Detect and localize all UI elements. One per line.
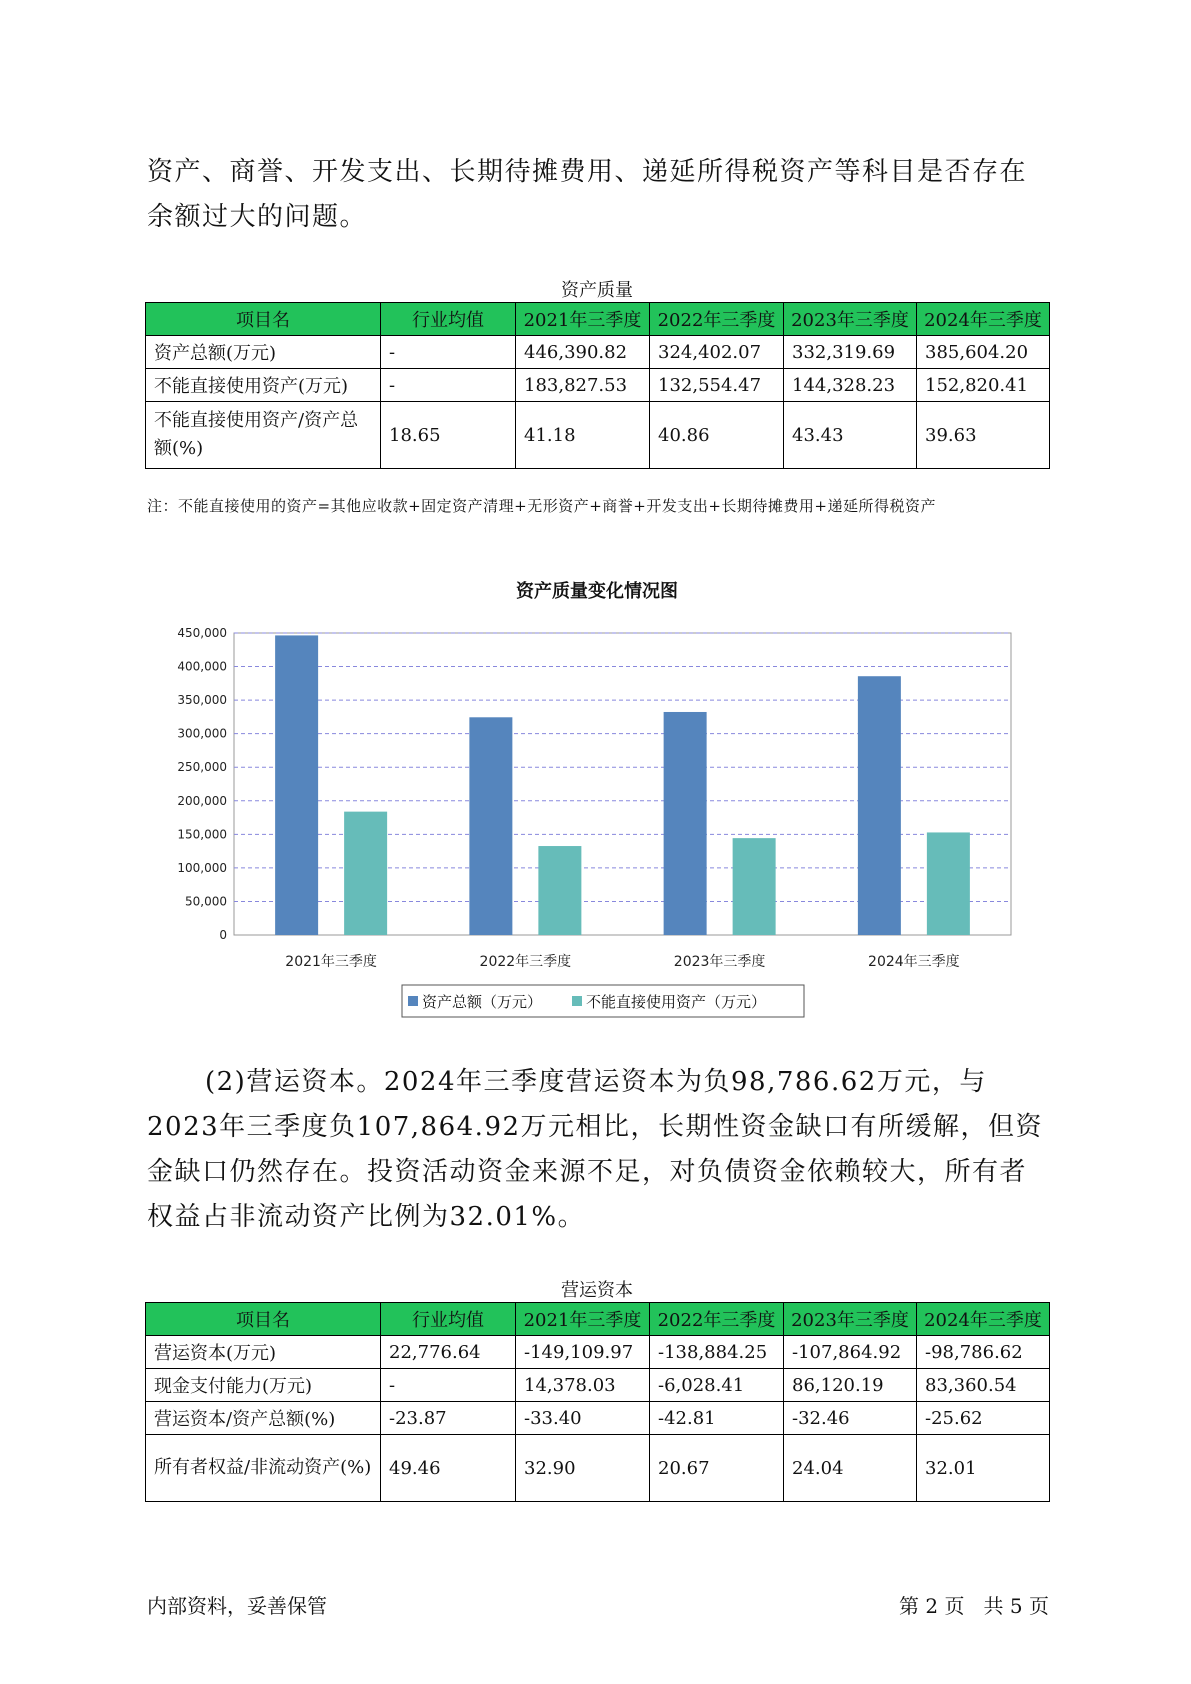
table-cell: 18.65 [381, 402, 516, 469]
table-cell: 营运资本(万元) [146, 1336, 381, 1369]
table-cell: 所有者权益/非流动资产(%) [146, 1435, 381, 1502]
table-cell: 现金支付能力(万元) [146, 1369, 381, 1402]
table-cell: 营运资本/资产总额(%) [146, 1402, 381, 1435]
table-cell: -33.40 [516, 1402, 650, 1435]
bar-unusable-assets [344, 812, 387, 935]
table-cell: -138,884.25 [650, 1336, 784, 1369]
table-cell: 86,120.19 [784, 1369, 917, 1402]
table-cell: 83,360.54 [917, 1369, 1050, 1402]
y-tick-label: 350,000 [177, 693, 227, 708]
table-header-row [146, 1303, 1050, 1336]
table1-note: 注：不能直接使用的资产=其他应收款+固定资产清理+无形资产+商誉+开发支出+长期待摊费用+递延所得税资产 [147, 497, 936, 515]
working-capital-paragraph: (2)营运资本。2024年三季度营运资本为负98,786.62万元，与2023年三季度负107,864.92万元相比，长期性资金缺口有所缓解，但资金缺口仍然存在。投资活动资金来源不足，对负债资金依赖较大，所有者权益占非流动资产比例为32.01%。 [147, 1067, 1044, 1232]
header-cell: 2024年三季度 [917, 1303, 1050, 1336]
table-cell: 324,402.07 [650, 336, 784, 369]
header-cell: 2022年三季度 [650, 1303, 784, 1336]
table-cell: -23.87 [381, 1402, 516, 1435]
asset-quality-table [145, 302, 1050, 469]
bar-total-assets [275, 635, 318, 935]
bar-unusable-assets [733, 838, 776, 935]
legend-swatch [572, 996, 582, 1006]
table-cell: 41.18 [516, 402, 650, 469]
y-tick-label: 250,000 [177, 760, 227, 775]
table-header-row [146, 303, 1050, 336]
table-cell: 183,827.53 [516, 369, 650, 402]
table-row [146, 369, 1050, 402]
table-cell: 49.46 [381, 1435, 516, 1502]
header-cell: 2021年三季度 [516, 1303, 650, 1336]
y-tick-label: 100,000 [177, 860, 227, 875]
table-cell: -6,028.41 [650, 1369, 784, 1402]
header-cell: 行业均值 [381, 1303, 516, 1336]
y-tick-label: 150,000 [177, 827, 227, 842]
table-cell: -42.81 [650, 1402, 784, 1435]
table-row [146, 1402, 1050, 1435]
table-cell: -107,864.92 [784, 1336, 917, 1369]
table-cell: 385,604.20 [917, 336, 1050, 369]
table-cell: 152,820.41 [917, 369, 1050, 402]
y-tick-label: 200,000 [177, 793, 227, 808]
table-cell: 43.43 [784, 402, 917, 469]
header-cell: 项目名 [146, 303, 381, 336]
table-cell: - [381, 1369, 516, 1402]
working-capital-table [145, 1302, 1050, 1502]
bar-unusable-assets [538, 846, 581, 935]
table1-caption: 资产质量 [561, 280, 633, 301]
asset-quality-bar-chart [140, 600, 1020, 1020]
footer-confidential: 内部资料，妥善保管 [147, 1594, 327, 1618]
table2-caption: 营运资本 [561, 1280, 633, 1301]
x-tick-label: 2021年三季度 [285, 954, 377, 970]
table-row [146, 1435, 1050, 1502]
footer-page-number: 第 2 页 共 5 页 [899, 1594, 1049, 1618]
table-cell: - [381, 369, 516, 402]
table-cell: 32.01 [917, 1435, 1050, 1502]
x-tick-label: 2023年三季度 [673, 954, 766, 970]
table-cell: 20.67 [650, 1435, 784, 1502]
y-tick-label: 0 [219, 928, 227, 942]
table-cell: 332,319.69 [784, 336, 917, 369]
header-cell: 2023年三季度 [784, 1303, 917, 1336]
table-cell: 39.63 [917, 402, 1050, 469]
chart-title: 资产质量变化情况图 [516, 581, 678, 602]
table-cell: 32.90 [516, 1435, 650, 1502]
table-cell: 132,554.47 [650, 369, 784, 402]
table-cell: -98,786.62 [917, 1336, 1050, 1369]
table-cell: 14,378.03 [516, 1369, 650, 1402]
table-row [146, 1336, 1050, 1369]
table-cell: -32.46 [784, 1402, 917, 1435]
legend-label: 不能直接使用资产（万元） [586, 993, 767, 1011]
bar-total-assets [858, 676, 901, 935]
bar-total-assets [664, 712, 707, 935]
header-cell: 2021年三季度 [516, 303, 650, 336]
table-cell: -149,109.97 [516, 1336, 650, 1369]
header-cell: 2024年三季度 [917, 303, 1050, 336]
table-cell: 40.86 [650, 402, 784, 469]
table-cell: 144,328.23 [784, 369, 917, 402]
y-tick-label: 450,000 [177, 626, 227, 640]
legend-label: 资产总额（万元） [422, 993, 543, 1011]
header-cell: 2023年三季度 [784, 303, 917, 336]
table-cell: 446,390.82 [516, 336, 650, 369]
table-cell: - [381, 336, 516, 369]
table-row [146, 402, 1050, 469]
bar-unusable-assets [927, 832, 970, 935]
table-cell: 不能直接使用资产(万元) [146, 369, 381, 402]
table-cell: -25.62 [917, 1402, 1050, 1435]
header-cell: 项目名 [146, 1303, 381, 1336]
y-tick-label: 300,000 [177, 726, 227, 741]
header-cell: 2022年三季度 [650, 303, 784, 336]
intro-paragraph: 资产、商誉、开发支出、长期待摊费用、递延所得税资产等科目是否存在余额过大的问题。 [147, 157, 1028, 232]
table-cell: 资产总额(万元) [146, 336, 381, 369]
table-cell: 24.04 [784, 1435, 917, 1502]
x-tick-label: 2024年三季度 [868, 954, 960, 970]
x-tick-label: 2022年三季度 [479, 954, 572, 970]
bar-total-assets [469, 717, 512, 935]
legend-swatch [408, 996, 418, 1006]
y-tick-label: 400,000 [177, 659, 227, 674]
table-cell: 不能直接使用资产/资产总额(%) [146, 402, 381, 469]
header-cell: 行业均值 [381, 303, 516, 336]
table-row [146, 1369, 1050, 1402]
table-row [146, 336, 1050, 369]
table-cell: 22,776.64 [381, 1336, 516, 1369]
y-tick-label: 50,000 [185, 894, 227, 909]
